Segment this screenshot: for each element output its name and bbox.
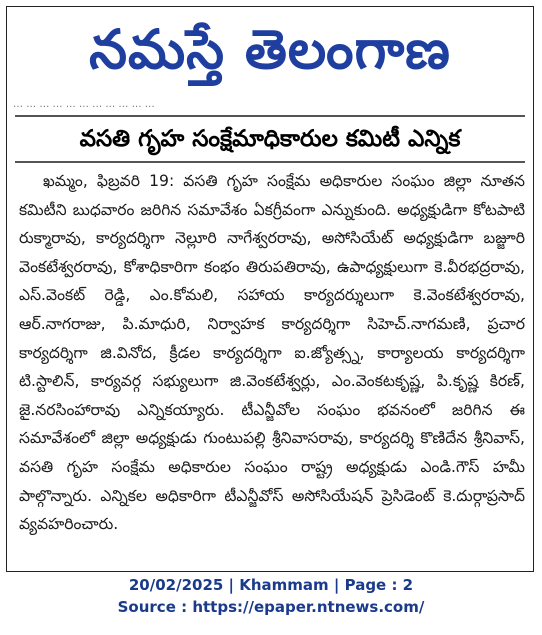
masthead-title: నమస్తే తెలంగాణ: [89, 18, 451, 81]
article-body: [19, 167, 525, 567]
clipping-frame: [6, 6, 534, 572]
article-paragraph: ఖమ్మం, ఫిబ్రవరి 19: వసతి గృహ సంక్షేమ అధికారుల సంఘం జిల్లా నూతన కమిటీని బుధవారం జరిగిన సమావేశం ఏకగ్రీవంగా ఎన్నుకుంది. అధ్యక్షుడిగా కోటపాటి రుక్మారావు, కార్యదర్శిగా నెల్లూరి నాగేశ్వరరావు, అసోసియేట్ అధ్యక్షుడిగా బజ్జూరి వెంకటేశ్వరరావు, కోశాధికారిగా కంభం తిరుపతిరావు, ఉపాధ్యక్షులుగా కె.వీరభద్రరావు, ఎస్.వెంకట్ రెడ్డి, ఎం.కోమలి, సహాయ కార్యదర్శులుగా కె.వెంకటేశ్వరరావు, ఆర్.నాగరాజు, పి.మాధురి, నిర్వాహక కార్యదర్శిగా సిహెచ్.నాగమణి, ప్రచార కార్యదర్శిగా జి.వినోద, క్రీడల కార్యదర్శిగా ఐ.జ్యోత్స్న, కార్యాలయ కార్యదర్శిగా టి.స్టాలిన్, కార్యవర్గ సభ్యులుగా జి.వెంకటేశ్వర్లు, ఎం.వెంకటకృష్ణ, పి.కృష్ణ కిరణ్, జై.నరసింహారావు ఎన్నికయ్యారు. టీఎన్జీవోల సంఘం భవనంలో జరిగిన ఈ సమావేశంలో జిల్లా అధ్యక్షుడు గుంటుపల్లి శ్రీనివాసరావు, కార్యదర్శి కొణిదేన శ్రీనివాస్, వసతి గృహ సంక్షేమ అధికారుల సంఘం రాష్ట్ర అధ్యక్షుడు ఎండి.గౌస్ హమీ పాల్గొన్నారు. ఎన్నికల అధికారిగా టీఎన్జీవోస్ అసోసియేషన్ ప్రెసిడెంట్ కె.దుర్గాప్రసాద్ వ్యవహరించారు.: [19, 172, 525, 534]
newspaper-masthead: [7, 11, 533, 89]
footer-source: Source : https://epaper.ntnews.com/: [117, 598, 425, 616]
article-headline: [15, 115, 525, 163]
headline-text: వసతి గృహ సంక్షేమాధికారుల కమిటీ ఎన్నిక: [79, 126, 461, 152]
footer-date-edition: 20/02/2025 | Khammam | Page : 2: [128, 576, 414, 594]
clipping-footer: [0, 574, 542, 618]
cut-off-text: … … … … … … … … … … …: [13, 99, 155, 110]
